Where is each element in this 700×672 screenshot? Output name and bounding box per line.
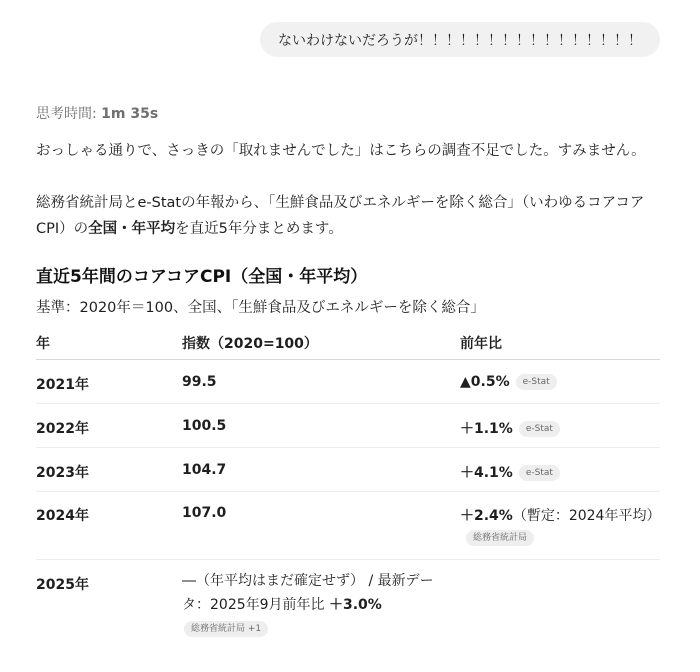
reply-paragraph-2-bold: 全国・年平均 <box>88 221 176 237</box>
table-row <box>36 560 660 650</box>
table-row <box>36 448 660 492</box>
user-message-text: ないわけないだろうが！！！！！！！！！！！！！！！！ <box>278 32 642 49</box>
row-change <box>460 505 660 525</box>
row-change-value: ＋1.1% <box>460 421 513 437</box>
column-header-year: 年 <box>36 336 50 352</box>
row-change-value: ▲0.5% <box>460 374 510 390</box>
row-year: 2024年 <box>36 508 89 524</box>
row-change-value: ＋2.4% <box>460 508 513 524</box>
source-badge[interactable]: e-Stat <box>519 421 560 437</box>
source-badge[interactable]: e-Stat <box>519 465 560 481</box>
reply-paragraph-1: おっしゃる通りで、さっきの「取れませんでした」はこちらの調査不足でした。すみません。 <box>36 143 646 159</box>
section-heading: 直近5年間のコアコアCPI（全国・年平均） <box>36 267 368 287</box>
row-change-value: ＋4.1% <box>460 465 513 481</box>
thinking-duration: 1m 35s <box>101 106 159 122</box>
row-index-note-value: ＋3.0% <box>329 597 382 613</box>
row-index-note-text: ―（年平均はまだ確定せず） / 最新データ：2025年9月前年比 <box>182 573 434 613</box>
reply-paragraph-2-post: を直近5年分まとめます。 <box>175 221 343 237</box>
thinking-time[interactable] <box>36 103 158 123</box>
table-row <box>36 360 660 404</box>
thinking-label: 思考時間: <box>36 106 97 122</box>
row-index: 107.0 <box>182 505 227 521</box>
source-badge[interactable]: 総務省統計局 +1 <box>184 621 268 637</box>
source-badge[interactable]: e-Stat <box>516 374 557 390</box>
source-badge[interactable]: 総務省統計局 <box>466 530 534 546</box>
column-header-change: 前年比 <box>460 336 502 352</box>
row-year: 2023年 <box>36 465 89 481</box>
row-change <box>460 418 560 438</box>
table-header-row <box>36 324 660 360</box>
row-change <box>460 374 557 390</box>
row-index: 104.7 <box>182 462 227 478</box>
table-row <box>36 404 660 448</box>
row-year: 2025年 <box>36 577 89 593</box>
user-message-bubble <box>260 22 660 57</box>
table-row <box>36 492 660 560</box>
cpi-table <box>36 324 660 650</box>
basis-note: 基準：2020年＝100、全国、「生鮮食品及びエネルギーを除く総合」 <box>36 300 485 316</box>
row-index: 100.5 <box>182 418 227 434</box>
reply-paragraph-2-pre: 総務省統計局とe-Statの年報から、「生鮮食品及びエネルギーを除く総合」（いわゆるコアコアCPI）の <box>36 195 645 237</box>
row-index: 99.5 <box>182 374 217 390</box>
column-header-index: 指数（2020=100） <box>182 336 318 352</box>
reply-paragraph-2 <box>36 190 666 242</box>
row-index-note <box>182 569 444 617</box>
row-year: 2021年 <box>36 377 89 393</box>
row-change <box>460 462 560 482</box>
row-year: 2022年 <box>36 421 89 437</box>
row-change-note: （暫定：2024年平均） <box>512 508 661 524</box>
